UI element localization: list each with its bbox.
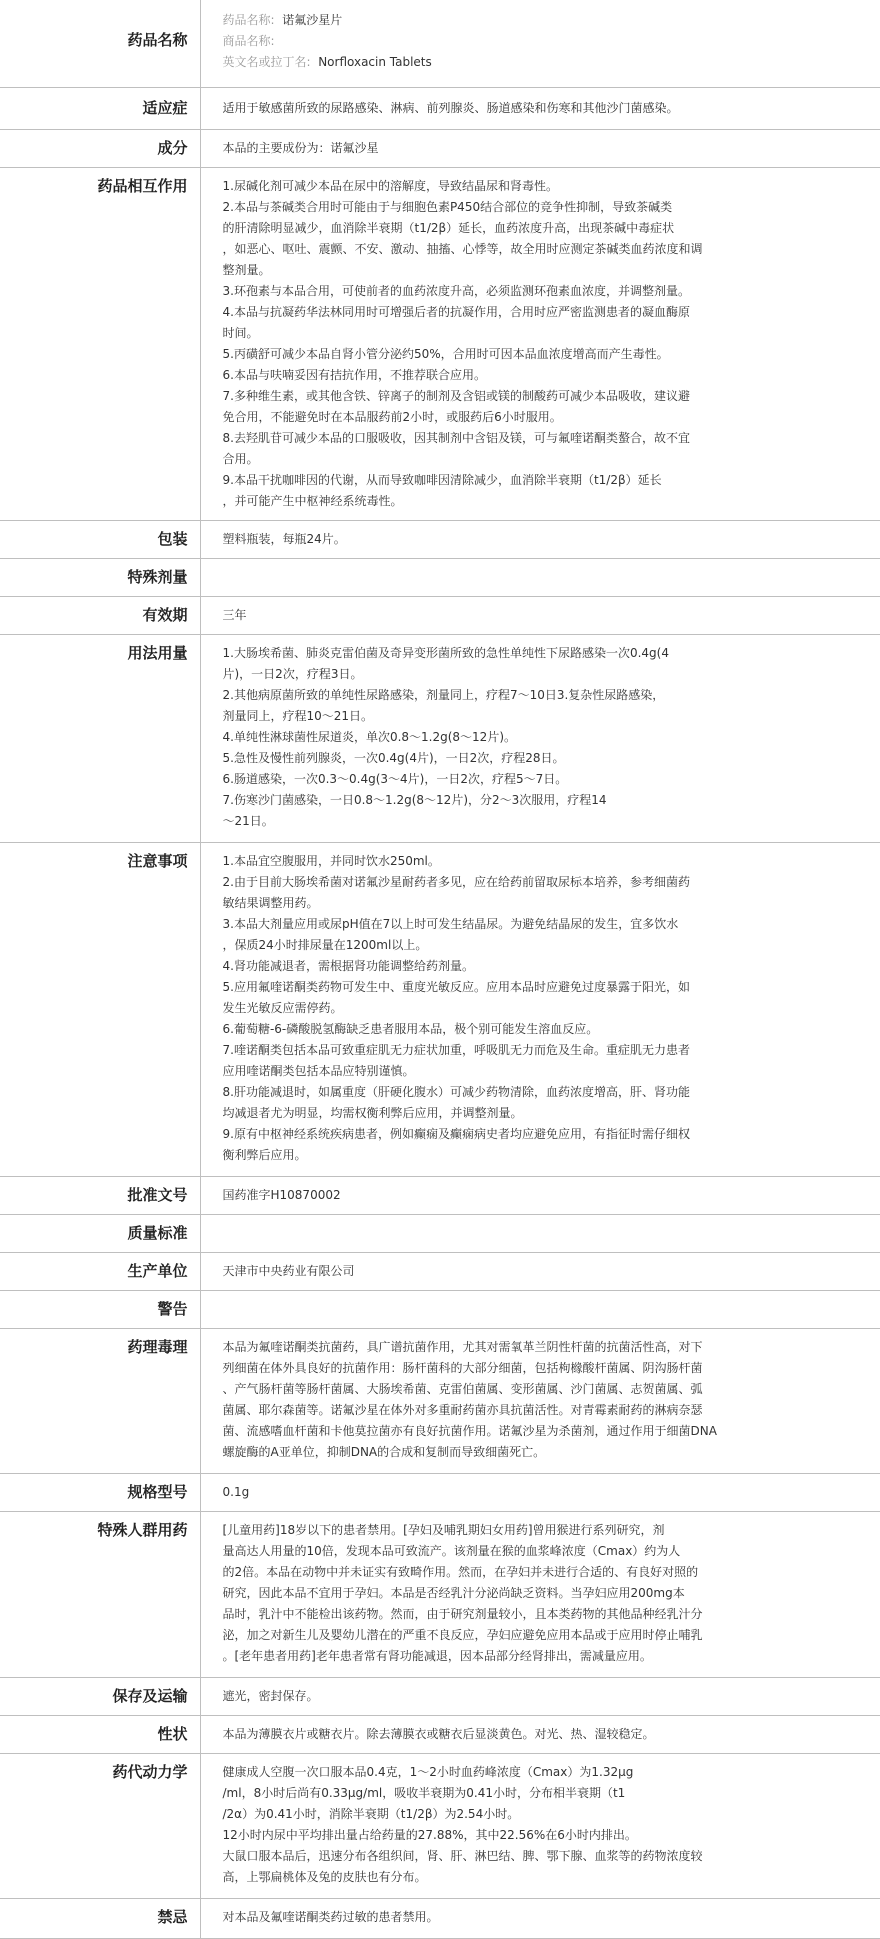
row-value-line: 。[老年患者用药]老年患者常有肾功能减退，因本品部分经肾排出，需减量应用。 — [222, 1649, 652, 1663]
row-label-text: 特殊人群用药 — [97, 1521, 188, 1539]
row-value-line: 3.本品大剂量应用或尿pH值在7以上时可发生结晶尿。为避免结晶尿的发生，宜多饮水 — [222, 917, 679, 931]
row-value-line: 7.喹诺酮类包括本品可致重症肌无力症状加重，呼吸肌无力而危及生命。重症肌无力患者 — [222, 1043, 690, 1057]
trade-name-line — [223, 31, 821, 52]
row-value-line: 螺旋酶的A亚单位，抑制DNA的合成和复制而导致细菌死亡。 — [222, 1445, 546, 1459]
trade-name-key: 商品名称: — [222, 34, 275, 48]
row-value-line: ～21日。 — [222, 814, 274, 828]
spec-row — [0, 1291, 880, 1329]
row-label-text: 药品名称 — [127, 31, 188, 49]
row-label-text: 性状 — [157, 1725, 188, 1743]
row-value-line: 1.本品宜空腹服用，并同时饮水250ml。 — [222, 854, 440, 868]
row-value — [200, 1329, 880, 1474]
row-value-line: 6.肠道感染，一次0.3～0.4g(3～4片)，一日2次，疗程5～7日。 — [222, 772, 568, 786]
row-value-line: 整剂量。 — [222, 263, 271, 277]
spec-row — [0, 1716, 880, 1754]
row-label-text: 包装 — [157, 530, 188, 548]
generic-name-value: 诺氟沙星片 — [282, 13, 343, 27]
row-label — [0, 559, 200, 597]
row-value-line: 合用。 — [222, 452, 259, 466]
english-name-key: 英文名或拉丁名: — [222, 55, 311, 69]
row-value-line: 三年 — [222, 608, 247, 622]
row-value-line: 衡利弊后应用。 — [222, 1148, 307, 1162]
row-label-text: 禁忌 — [157, 1908, 188, 1926]
row-value-line: 的2倍。本品在动物中并未证实有致畸作用。然而，在孕妇并未进行合适的、有良好对照的 — [222, 1565, 699, 1579]
row-label-text: 适应症 — [142, 99, 188, 117]
row-label-text: 注意事项 — [127, 852, 188, 870]
row-label-text: 药品相互作用 — [97, 177, 188, 195]
row-value-line: 本品为薄膜衣片或糖衣片。除去薄膜衣或糖衣后显淡黄色。对光、热、湿较稳定。 — [222, 1727, 655, 1741]
row-label-text: 药理毒理 — [127, 1338, 188, 1356]
row-value-line: 8.肝功能减退时，如属重度（肝硬化腹水）可减少药物清除，血药浓度增高，肝、肾功能 — [222, 1085, 690, 1099]
row-value-line: ，并可能产生中枢神经系统毒性。 — [222, 494, 403, 508]
row-value — [200, 1716, 880, 1754]
row-label-text: 警告 — [157, 1300, 188, 1318]
row-value-line: 4.肾功能减退者，需根据肾功能调整给药剂量。 — [222, 959, 474, 973]
row-label — [0, 0, 200, 88]
row-label-text: 药代动力学 — [112, 1763, 188, 1781]
row-value-line: 品时，乳汁中不能检出该药物。然而，由于研究剂量较小，且本类药物的其他品种经乳汁分 — [222, 1607, 703, 1621]
english-name-line — [223, 52, 821, 73]
row-label — [0, 130, 200, 168]
row-label-text: 有效期 — [142, 606, 188, 624]
row-label-text: 批准文号 — [127, 1186, 188, 1204]
row-value-line: 敏结果调整用药。 — [222, 896, 319, 910]
row-value-line: 遮光，密封保存。 — [222, 1689, 319, 1703]
row-label — [0, 635, 200, 843]
row-value-line: 天津市中央药业有限公司 — [222, 1264, 355, 1278]
row-value-line: 研究，因此本品不宜用于孕妇。本品是否经乳汁分泌尚缺乏资料。当孕妇应用200mg本 — [222, 1586, 685, 1600]
row-value-line: 5.应用氟喹诺酮类药物可发生中、重度光敏反应。应用本品时应避免过度暴露于阳光，如 — [222, 980, 690, 994]
row-value-line: 3.环孢素与本品合用，可使前者的血药浓度升高，必须监测环孢素血浓度，并调整剂量。 — [222, 284, 690, 298]
row-value-line: 本品为氟喹诺酮类抗菌药，具广谱抗菌作用，尤其对需氧革兰阴性杆菌的抗菌活性高，对下 — [222, 1340, 703, 1354]
generic-name-line — [223, 10, 821, 31]
spec-row — [0, 168, 880, 521]
row-value-line: 2.本品与茶碱类合用时可能由于与细胞色素P450结合部位的竞争性抑制，导致茶碱类 — [222, 200, 673, 214]
row-value-line: /ml，8小时后尚有0.33μg/ml，吸收半衰期为0.41小时，分布相半衰期（t1 — [222, 1786, 626, 1800]
spec-row — [0, 1678, 880, 1716]
row-label — [0, 521, 200, 559]
row-label — [0, 88, 200, 130]
row-value — [200, 521, 880, 559]
row-label — [0, 1754, 200, 1899]
row-value — [200, 1253, 880, 1291]
row-value — [200, 597, 880, 635]
generic-name-key: 药品名称: — [222, 13, 275, 27]
row-value-line: 菌属、耶尔森菌等。诺氟沙星在体外对多重耐药菌亦具抗菌活性。对青霉素耐药的淋病奈瑟 — [222, 1403, 703, 1417]
row-value-line: 、产气肠杆菌等肠杆菌属、大肠埃希菌、克雷伯菌属、变形菌属、沙门菌属、志贺菌属、弧 — [222, 1382, 703, 1396]
row-value-line: 1.大肠埃希菌、肺炎克雷伯菌及奇异变形菌所致的急性单纯性下尿路感染一次0.4g(4 — [222, 646, 669, 660]
row-value-line: 国药准字H10870002 — [222, 1188, 341, 1202]
spec-row — [0, 1329, 880, 1474]
row-label — [0, 1899, 200, 1939]
row-label — [0, 597, 200, 635]
row-label-text: 质量标准 — [127, 1224, 188, 1242]
row-value-line: 12小时内尿中平均排出量占给药量的27.88%，其中22.56%在6小时内排出。 — [222, 1828, 637, 1842]
row-value-line: 2.其他病原菌所致的单纯性尿路感染，剂量同上，疗程7～10日3.复杂性尿路感染， — [222, 688, 665, 702]
row-value-line: 的肝清除明显减少，血消除半衰期（t1/2β）延长，血药浓度升高，出现茶碱中毒症状 — [222, 221, 675, 235]
row-label — [0, 1716, 200, 1754]
row-value-line: 列细菌在体外具良好的抗菌作用：肠杆菌科的大部分细菌，包括枸橼酸杆菌属、阴沟肠杆菌 — [222, 1361, 703, 1375]
row-value-line: 7.多种维生素，或其他含铁、锌离子的制剂及含铝或镁的制酸药可减少本品吸收，建议避 — [222, 389, 690, 403]
row-label — [0, 843, 200, 1177]
spec-row — [0, 1215, 880, 1253]
row-value — [200, 1177, 880, 1215]
spec-row — [0, 1474, 880, 1512]
row-value-line: 时间。 — [222, 326, 259, 340]
row-value — [200, 635, 880, 843]
spec-row — [0, 1512, 880, 1678]
row-value-line: 9.本品干扰咖啡因的代谢，从而导致咖啡因清除减少，血消除半衰期（t1/2β）延长 — [222, 473, 662, 487]
row-value — [200, 1899, 880, 1939]
row-value-line: [儿童用药]18岁以下的患者禁用。[孕妇及哺乳期妇女用药]曾用猴进行系列研究，剂 — [222, 1523, 665, 1537]
spec-row — [0, 635, 880, 843]
spec-row-name — [0, 0, 880, 88]
spec-row — [0, 559, 880, 597]
row-label — [0, 1291, 200, 1329]
spec-row — [0, 130, 880, 168]
row-label — [0, 1215, 200, 1253]
row-value-line: 9.原有中枢神经系统疾病患者，例如癫痫及癫痫病史者均应避免应用，有指征时需仔细权 — [222, 1127, 690, 1141]
row-value-line: 本品的主要成份为：诺氟沙星 — [222, 141, 379, 155]
row-value — [200, 1291, 880, 1329]
row-value-line: 片)，一日2次，疗程3日。 — [222, 667, 363, 681]
row-value — [200, 88, 880, 130]
row-label-text: 规格型号 — [127, 1483, 188, 1501]
row-value-line: 高，上鄂扁桃体及兔的皮肤也有分布。 — [222, 1870, 427, 1884]
row-value-line: 5.丙磺舒可减少本品自肾小管分泌约50%，合用时可因本品血浓度增高而产生毒性。 — [222, 347, 669, 361]
spec-row — [0, 88, 880, 130]
row-value-line: 塑料瓶装，每瓶24片。 — [222, 532, 346, 546]
row-value-line: 6.本品与呋喃妥因有拮抗作用，不推荐联合应用。 — [222, 368, 486, 382]
spec-row — [0, 521, 880, 559]
row-value-line — [223, 567, 821, 588]
row-value — [200, 1474, 880, 1512]
row-label — [0, 1678, 200, 1716]
row-value — [200, 130, 880, 168]
row-value-line: 2.由于目前大肠埃希菌对诺氟沙星耐药者多见，应在给药前留取尿标本培养，参考细菌药 — [222, 875, 690, 889]
row-label-text: 生产单位 — [127, 1262, 188, 1280]
row-label — [0, 1512, 200, 1678]
row-value-line: 5.急性及慢性前列腺炎，一次0.4g(4片)，一日2次，疗程28日。 — [222, 751, 565, 765]
row-value — [200, 1215, 880, 1253]
row-label-text: 特殊剂量 — [127, 568, 188, 586]
row-label — [0, 1253, 200, 1291]
row-value-line: 0.1g — [222, 1485, 250, 1499]
row-value-line: 应用喹诺酮类包括本品应特别谨慎。 — [222, 1064, 415, 1078]
spec-row — [0, 597, 880, 635]
row-value-line: 均减退者尤为明显，均需权衡利弊后应用，并调整剂量。 — [222, 1106, 523, 1120]
row-value-line: 发生光敏反应需停药。 — [222, 1001, 343, 1015]
spec-row — [0, 1177, 880, 1215]
row-value-line: 泌，加之对新生儿及婴幼儿潜在的严重不良反应，孕妇应避免应用本品或于应用时停止哺乳 — [222, 1628, 703, 1642]
row-value-line: 大鼠口服本品后，迅速分布各组织间，肾、肝、淋巴结、脾、鄂下腺、血浆等的药物浓度较 — [222, 1849, 703, 1863]
spec-row — [0, 843, 880, 1177]
row-value-line: 4.本品与抗凝药华法林同用时可增强后者的抗凝作用，合用时应严密监测患者的凝血酶原 — [222, 305, 690, 319]
row-value-line — [223, 1223, 821, 1244]
row-value — [200, 0, 880, 88]
row-value-line: 1.尿碱化剂可减少本品在尿中的溶解度，导致结晶尿和肾毒性。 — [222, 179, 558, 193]
row-value — [200, 843, 880, 1177]
row-label-text: 成分 — [157, 139, 188, 157]
row-value-line: 菌、流感嗜血杆菌和卡他莫拉菌亦有良好抗菌作用。诺氟沙星为杀菌剂，通过作用于细菌DNA — [222, 1424, 717, 1438]
row-value-line: 7.伤寒沙门菌感染，一日0.8～1.2g(8～12片)，分2～3次服用，疗程14 — [222, 793, 607, 807]
row-label — [0, 168, 200, 521]
spec-row — [0, 1253, 880, 1291]
row-value — [200, 1754, 880, 1899]
row-label — [0, 1177, 200, 1215]
english-name-value: Norfloxacin Tablets — [318, 55, 432, 69]
row-value-line: 量高达人用量的10倍，发现本品可致流产。该剂量在猴的血浆峰浓度（Cmax）约为人 — [222, 1544, 681, 1558]
row-value-line: /2α）为0.41小时，消除半衰期（t1/2β）为2.54小时。 — [222, 1807, 520, 1821]
row-label — [0, 1329, 200, 1474]
spec-row — [0, 1754, 880, 1899]
row-value — [200, 1678, 880, 1716]
row-label-text: 用法用量 — [127, 644, 188, 662]
row-value-line: 4.单纯性淋球菌性尿道炎，单次0.8～1.2g(8～12片)。 — [222, 730, 517, 744]
row-value-line: 8.去羟肌苷可减少本品的口服吸收，因其制剂中含铝及镁，可与氟喹诺酮类螯合，故不宜 — [222, 431, 690, 445]
row-value — [200, 559, 880, 597]
row-value-line: 免合用，不能避免时在本品服药前2小时，或服药后6小时服用。 — [222, 410, 562, 424]
row-value-line: ，保质24小时排尿量在1200ml以上。 — [222, 938, 428, 952]
row-label-text: 保存及运输 — [112, 1687, 188, 1705]
spec-row — [0, 1899, 880, 1939]
row-value-line: 健康成人空腹一次口服本品0.4克，1～2小时血药峰浓度（Cmax）为1.32μg — [222, 1765, 634, 1779]
row-value-line: 适用于敏感菌所致的尿路感染、淋病、前列腺炎、肠道感染和伤寒和其他沙门菌感染。 — [222, 101, 679, 115]
row-value-line: 对本品及氟喹诺酮类药过敏的患者禁用。 — [222, 1910, 439, 1924]
row-value-line — [223, 1299, 821, 1320]
row-label — [0, 1474, 200, 1512]
row-value — [200, 1512, 880, 1678]
row-value-line: 6.葡萄糖-6-磷酸脱氢酶缺乏患者服用本品，极个别可能发生溶血反应。 — [222, 1022, 599, 1036]
row-value-line: ，如恶心、呕吐、震颤、不安、激动、抽搐、心悸等，故全用时应测定茶碱类血药浓度和调 — [222, 242, 703, 256]
row-value-line: 剂量同上，疗程10～21日。 — [222, 709, 374, 723]
row-value — [200, 168, 880, 521]
